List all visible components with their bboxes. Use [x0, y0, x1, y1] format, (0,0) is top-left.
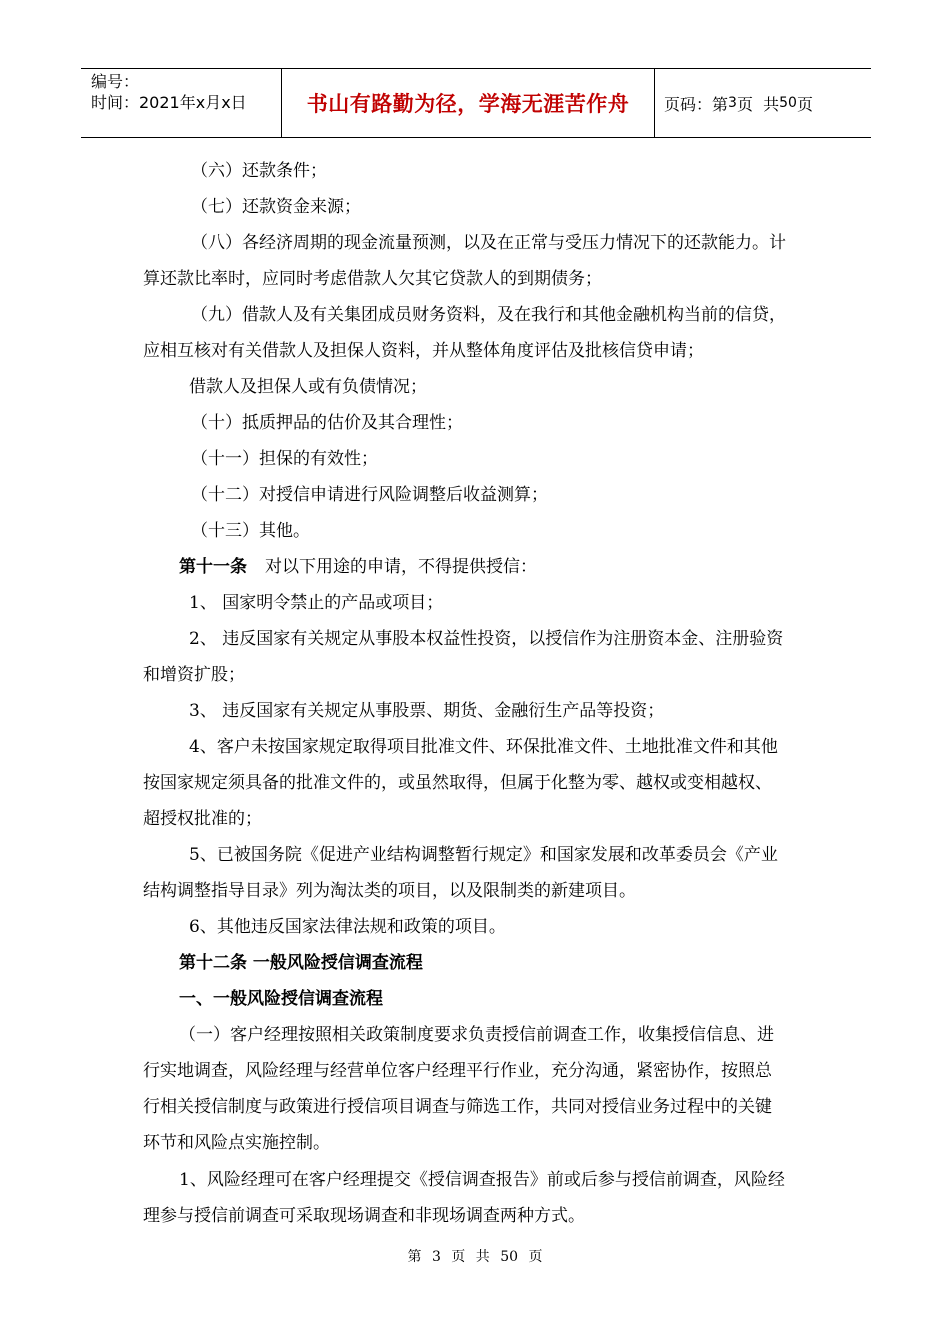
- text-line: （十）抵质押品的估价及其合理性；: [191, 413, 463, 433]
- text-line: 结构调整指导目录》列为淘汰类的项目，以及限制类的新建项目。: [143, 881, 636, 901]
- page-total: 50: [779, 95, 797, 111]
- text-line: 4、客户未按国家规定取得项目批准文件、环保批准文件、土地批准文件和其他: [189, 737, 778, 757]
- text-line: 和增资扩股；: [143, 665, 245, 685]
- text-line: （十一）担保的有效性；: [191, 449, 378, 469]
- line-text: 对以下用途的申请，不得提供授信：: [265, 557, 537, 577]
- text-line: 一、一般风险授信调查流程: [179, 989, 383, 1009]
- page-prefix: 页码：第: [664, 94, 729, 114]
- text-line: （七）还款资金来源；: [191, 197, 361, 217]
- page-footer: 第 3 页 共 50 页: [407, 1249, 543, 1265]
- text-line: 6、其他违反国家法律法规和政策的项目。: [189, 917, 506, 937]
- page-header: [81, 68, 871, 138]
- page-mid: 页 共: [736, 94, 780, 114]
- header-page-info: [655, 69, 871, 137]
- text-line: （十二）对授信申请进行风险调整后收益测算；: [191, 485, 548, 505]
- text-line: 行相关授信制度与政策进行授信项目调查与筛选工作，共同对授信业务过程中的关键: [143, 1097, 772, 1117]
- text-line: （六）还款条件；: [191, 161, 327, 181]
- text-line: 3、 违反国家有关规定从事股票、期货、金融衍生产品等投资；: [189, 701, 665, 721]
- text-line: 借款人及担保人或有负债情况；: [189, 377, 427, 397]
- date-label: 时间：2021年x月x日: [91, 93, 247, 112]
- text-line: 算还款比率时，应同时考虑借款人欠其它贷款人的到期债务；: [143, 269, 602, 289]
- text-line: （九）借款人及有关集团成员财务资料，及在我行和其他金融机构当前的信贷，: [191, 305, 786, 325]
- text-line: 理参与授信前调查可采取现场调查和非现场调查两种方式。: [143, 1206, 585, 1226]
- text-line: [143, 556, 849, 578]
- text-line: 1、风险经理可在客户经理提交《授信调查报告》前或后参与授信前调查，风险经: [179, 1170, 785, 1190]
- text-line: 1、 国家明令禁止的产品或项目；: [189, 593, 444, 613]
- header-meta: [81, 69, 281, 137]
- number-label: 编号：: [91, 72, 140, 91]
- text-line: （一）客户经理按照相关政策制度要求负责授信前调查工作，收集授信信息、进: [179, 1025, 774, 1045]
- text-line: 超授权批准的；: [143, 809, 262, 829]
- page-current: 3: [728, 95, 737, 111]
- text-line: 应相互核对有关借款人及担保人资料，并从整体角度评估及批核信贷申请；: [143, 341, 704, 361]
- article-number: 第十一条: [179, 557, 247, 577]
- page-suffix: 页: [796, 94, 813, 114]
- text-line: 环节和风险点实施控制。: [143, 1133, 330, 1153]
- text-line: （十三）其他。: [191, 521, 310, 541]
- text-line: 第十二条 一般风险授信调查流程: [179, 953, 423, 973]
- text-line: 行实地调查，风险经理与经营单位客户经理平行作业，充分沟通，紧密协作，按照总: [143, 1061, 772, 1081]
- header-motto: 书山有路勤为径，学海无涯苦作舟: [281, 69, 655, 137]
- text-line: 2、 违反国家有关规定从事股本权益性投资，以授信作为注册资本金、注册验资: [189, 629, 784, 649]
- text-line: （八）各经济周期的现金流量预测，以及在正常与受压力情况下的还款能力。计: [191, 233, 786, 253]
- text-line: 5、已被国务院《促进产业结构调整暂行规定》和国家发展和改革委员会《产业: [189, 845, 778, 865]
- text-line: 按国家规定须具备的批准文件的，或虽然取得，但属于化整为零、越权或变相越权、: [143, 773, 772, 793]
